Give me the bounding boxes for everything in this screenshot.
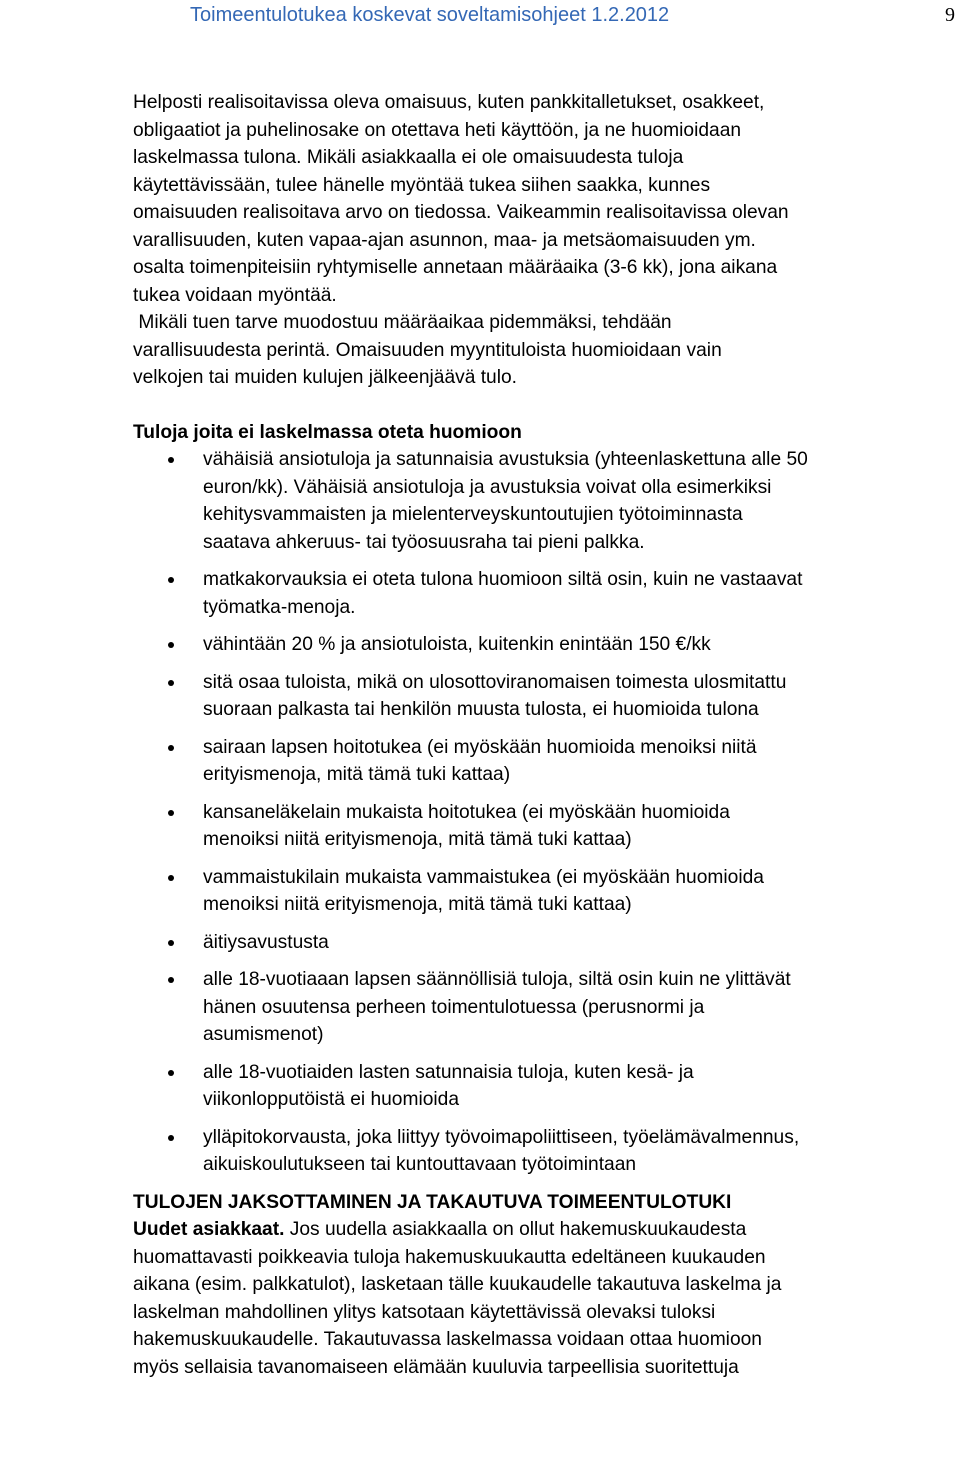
text-line: huomattavasti poikkeavia tuloja hakemuskuukautta edeltäneen kuukauden: [133, 1246, 766, 1268]
intro-paragraph: [133, 89, 953, 392]
text-line: obligaatiot ja puhelinosake on otettava heti käyttöön, ja ne huomioidaan: [133, 119, 742, 141]
bullet-icon: [168, 1070, 174, 1076]
text-line: osalta toimenpiteisiin ryhtymiselle annetaan määräaika (3-6 kk), jona aikana: [133, 257, 778, 278]
text-line: työmatka-menoja.: [203, 596, 356, 618]
list-item: [133, 966, 953, 1049]
list-item: [133, 669, 953, 724]
bullet-icon: [168, 680, 174, 686]
text-line: tukea voidaan myöntää.: [133, 284, 337, 306]
list-item: [133, 1059, 953, 1114]
text-line: kehitysvammaisten ja mielenterveyskuntoutujien työtoiminnasta: [203, 504, 743, 525]
document-title: Toimeentulotukea koskevat soveltamisohjeet 1.2.2012: [190, 4, 670, 26]
text-line: saatava ahkeruus- tai työosuusraha tai pieni palkka.: [203, 531, 645, 553]
text-line: vammaistukilain mukaista vammaistukea (ei myöskään huomioida: [203, 866, 764, 888]
bullet-icon: [168, 642, 174, 648]
text-line: vähintään 20 % ja ansiotuloista, kuitenkin enintään 150 €/kk: [203, 634, 711, 655]
chapter-heading: TULOJEN JAKSOTTAMINEN JA TAKAUTUVA TOIMEENTULOTUKI: [133, 1191, 732, 1213]
text-line: velkojen tai muiden kulujen jälkeenjäävä tulo.: [133, 367, 517, 388]
text-line: varallisuuden, kuten vapaa-ajan asunnon, maa- ja metsäomaisuuden ym.: [133, 229, 756, 251]
text-line: alle 18-vuotiaiden lasten satunnaisia tuloja, kuten kesä- ja: [203, 1061, 694, 1083]
text-line: hakemuskuukaudelle. Takautuvassa laskelmassa voidaan ottaa huomioon: [133, 1329, 762, 1350]
text-line: aikuiskoulutukseen tai kuntouttavaan työtoimintaan: [203, 1154, 637, 1175]
text-line: ylläpitokorvausta, joka liittyy työvoimapoliittiseen, työelämävalmennus,: [203, 1126, 800, 1148]
list-item: [133, 929, 953, 957]
text-line: laskelman mahdollinen ylitys katsotaan käytettävissä olevaksi tuloksi: [133, 1301, 716, 1323]
text-line: sairaan lapsen hoitotukea (ei myöskään huomioida menoiksi niitä: [203, 736, 757, 758]
text-line: alle 18-vuotiaaan lapsen säännöllisiä tuloja, siltä osin kuin ne ylittävät: [203, 969, 791, 990]
new-clients-paragraph: [133, 1216, 953, 1381]
text-line: äitiysavustusta: [203, 931, 329, 953]
bullet-icon: [168, 577, 174, 583]
text-line: kansaneläkelain mukaista hoitotukea (ei myöskään huomioida: [203, 801, 730, 823]
document-body: [133, 89, 953, 1381]
bullet-icon: [168, 1135, 174, 1141]
bullet-icon: [168, 810, 174, 816]
bullet-icon: [168, 875, 174, 881]
text-line: matkakorvauksia ei oteta tulona huomioon siltä osin, kuin ne vastaavat: [203, 569, 803, 590]
page-number: 9: [945, 4, 955, 26]
text-line: suoraan palkasta tai henkilön muusta tulosta, ei huomioida tulona: [203, 699, 759, 720]
list-item: [133, 864, 953, 919]
section-heading: Tuloja joita ei laskelmassa oteta huomioon: [133, 421, 522, 443]
text-line: vähäisiä ansiotuloja ja satunnaisia avustuksia (yhteenlaskettuna alle 50: [203, 449, 808, 470]
text-line: laskelmassa tulona. Mikäli asiakkaalla ei ole omaisuudesta tuloja: [133, 147, 684, 168]
excluded-income-list: [133, 446, 953, 1179]
text-line: viikonlopputöistä ei huomioida: [203, 1089, 459, 1110]
text-line: Helposti realisoitavissa oleva omaisuus, kuten pankkitalletukset, osakkeet,: [133, 92, 765, 113]
text-line: omaisuuden realisoitava arvo on tiedossa. Vaikeammin realisoitavissa olevan: [133, 202, 789, 223]
text-line: käytettävissään, tulee hänelle myöntää tukea siihen saakka, kunnes: [133, 174, 711, 196]
text-line: erityismenoja, mitä tämä tuki kattaa): [203, 764, 511, 785]
bullet-icon: [168, 940, 174, 946]
list-item: [133, 1124, 953, 1179]
text-line: myös sellaisia tavanomaiseen elämään kuuluvia tarpeellisia suoritettuja: [133, 1356, 739, 1378]
text-line: euron/kk). Vähäisiä ansiotuloja ja avustuksia voivat olla esimerkiksi: [203, 476, 772, 498]
text-line: aikana (esim. palkkatulot), lasketaan tälle kuukaudelle takautuva laskelma ja: [133, 1274, 782, 1295]
list-item: [133, 631, 953, 659]
list-item: [133, 446, 953, 556]
text-span: Jos uudella asiakkaalla on ollut hakemuskuukaudesta: [284, 1219, 747, 1240]
text-line: asumismenot): [203, 1024, 324, 1045]
bold-lead: Uudet asiakkaat.: [133, 1219, 285, 1240]
bullet-icon: [168, 457, 174, 463]
list-item: [133, 799, 953, 854]
page-header: [190, 2, 960, 32]
list-item: [133, 566, 953, 621]
text-line: menoiksi niitä erityismenoja, mitä tämä tuki kattaa): [203, 894, 632, 915]
text-line: menoiksi niitä erityismenoja, mitä tämä tuki kattaa): [203, 829, 632, 850]
text-line: sitä osaa tuloista, mikä on ulosottoviranomaisen toimesta ulosmitattu: [203, 671, 787, 693]
bullet-icon: [168, 745, 174, 751]
bullet-icon: [168, 977, 174, 983]
list-item: [133, 734, 953, 789]
text-line: [133, 1216, 953, 1244]
text-line: hänen osuutensa perheen toimentulotuessa (perusnormi ja: [203, 996, 705, 1018]
text-line: varallisuudesta perintä. Omaisuuden myyntituloista huomioidaan vain: [133, 339, 722, 361]
text-line: Mikäli tuen tarve muodostuu määräaikaa pidemmäksi, tehdään: [133, 312, 672, 333]
